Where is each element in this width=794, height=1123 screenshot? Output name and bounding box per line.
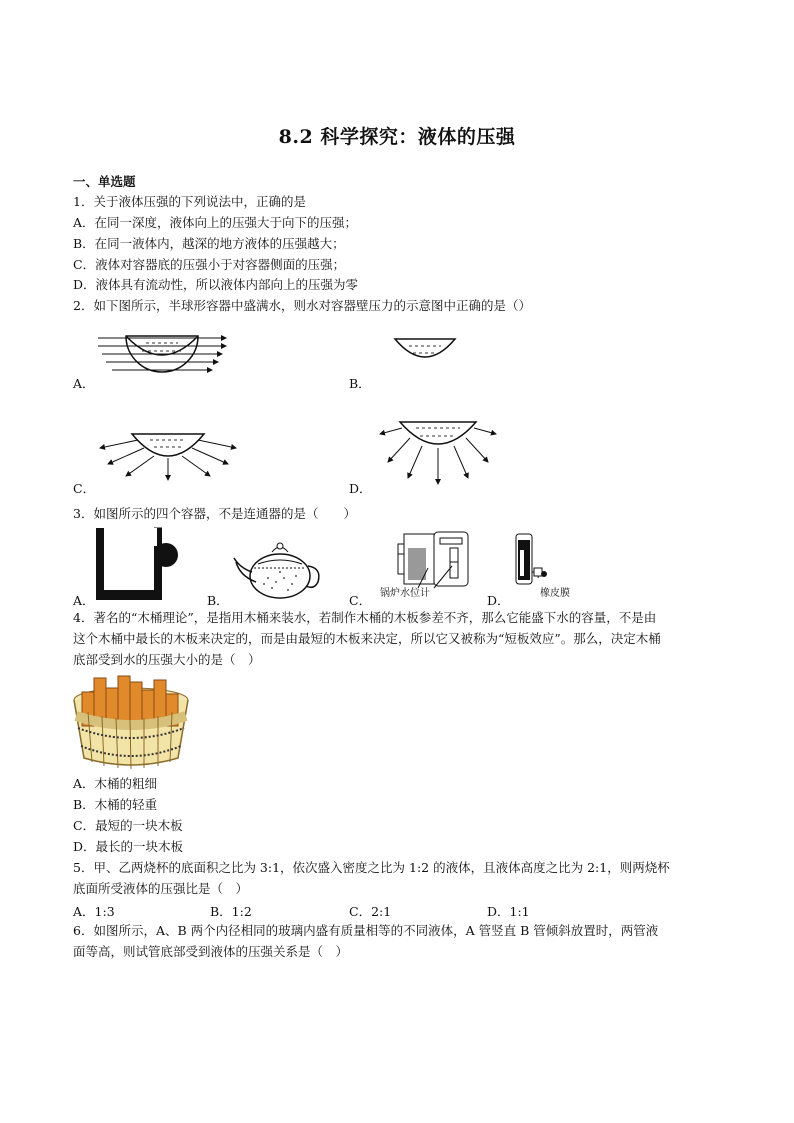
q6-line-2: 面等高，则试管底部受到液体的压强关系是（ ） [73, 944, 349, 959]
q2-figure-b [365, 335, 485, 375]
section-heading: 一、单选题 [73, 174, 136, 189]
q4-figure-wooden-bucket [72, 672, 190, 772]
q4-option-d: D．最长的一块木板 [73, 839, 184, 854]
q3-option-c: C． [349, 593, 372, 608]
q1-stem: 1．关于液体压强的下列说法中，正确的是 [73, 194, 306, 209]
q5-option-a: A．1:3 [73, 904, 115, 919]
q1-option-d: D．液体具有流动性，所以液体内部向上的压强为零 [73, 277, 359, 292]
q2-option-c: C． [73, 481, 96, 496]
q3-option-a: A． [73, 593, 95, 608]
q1-option-c: C．液体对容器底的压强小于对容器侧面的压强； [73, 257, 346, 272]
q2-option-d: D． [349, 481, 372, 496]
q4-line-1: 4．著名的“木桶理论”，是指用木桶来装水，若制作木桶的木板参差不齐，那么它能盛下水的容量，不是由 [73, 610, 657, 625]
q2-figure-a [98, 330, 228, 378]
q3-option-b: B． [207, 593, 229, 608]
q2-stem: 2．如下图所示，半球形容器中盛满水，则水对容器壁压力的示意图中正确的是（） [73, 298, 531, 313]
q3-figure-a-u-tube [94, 526, 184, 602]
q5-option-b: B．1:2 [210, 904, 252, 919]
q4-line-3: 底部受到水的压强大小的是（ ） [73, 652, 261, 667]
q4-option-b: B．木桶的轻重 [73, 797, 158, 812]
page-title: 8.2 科学探究：液体的压强 [278, 126, 516, 148]
q1-option-b: B．在同一液体内，越深的地方液体的压强越大； [73, 236, 345, 251]
q4-option-c: C．最短的一块木板 [73, 818, 183, 833]
q4-line-2: 这个木桶中最长的木板来决定的，而是由最短的木板来决定，所以它又被称为“短板效应”。那么，决定木桶 [73, 631, 661, 646]
q2-option-a: A． [73, 376, 95, 391]
q5-line-1: 5．甲、乙两烧杯的底面积之比为 3:1，依次盛入密度之比为 1:2 的液体，且液体高度之比为 2:1，则两烧杯 [73, 860, 670, 875]
q2-figure-d [376, 414, 500, 486]
q5-option-c: C．2:1 [349, 904, 392, 919]
q4-option-a: A．木桶的粗细 [73, 776, 158, 791]
q2-option-b: B． [349, 376, 371, 391]
q2-figure-c [98, 430, 238, 482]
q3-option-d: D． [487, 593, 510, 608]
q3-label-membrane: 橡皮膜 [540, 588, 570, 599]
q3-stem: 3．如图所示的四个容器，不是连通器的是（ ） [73, 506, 356, 521]
q3-label-boiler-gauge: 锅炉水位计 [380, 588, 430, 599]
q3-figure-d-tube-membrane [512, 532, 552, 590]
q3-figure-c-boiler-gauge [394, 530, 474, 590]
q5-option-d: D．1:1 [487, 904, 530, 919]
q1-option-a: A．在同一深度，液体向上的压强大于向下的压强； [73, 215, 358, 230]
q5-line-2: 底面所受液体的压强比是（ ） [73, 881, 249, 896]
q6-line-1: 6．如图所示，A、B 两个内径相同的玻璃内盛有质量相等的不同液体，A 管竖直 B 管倾斜放置时，两管液 [73, 923, 659, 938]
q3-figure-b-teapot [232, 538, 324, 602]
